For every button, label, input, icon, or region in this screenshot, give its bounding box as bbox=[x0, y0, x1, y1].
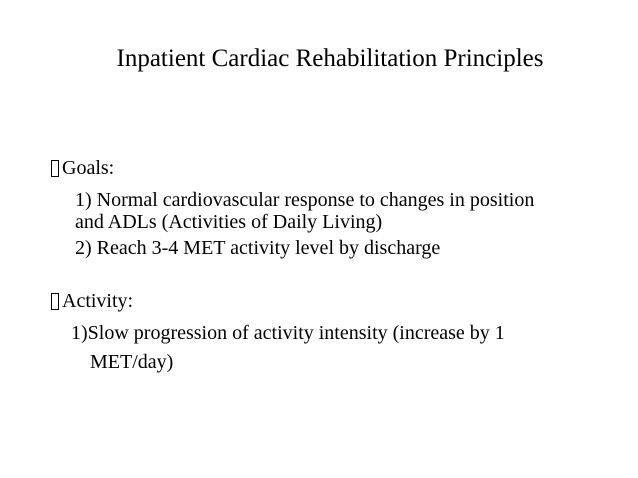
goals-item-1-line-2: and ADLs (Activities of Daily Living) bbox=[75, 211, 383, 233]
goals-item-1-line-1: 1) Normal cardiovascular response to changes in position bbox=[75, 189, 535, 211]
slide-title: Inpatient Cardiac Rehabilitation Principles bbox=[116, 45, 544, 72]
goals-item-2: 2) Reach 3-4 MET activity level by discharge bbox=[75, 237, 441, 259]
section-heading-activity: Activity: bbox=[62, 290, 134, 312]
activity-item-1-line-1: 1)Slow progression of activity intensity (increase by 1 bbox=[71, 322, 505, 344]
bullet-square-icon bbox=[51, 160, 59, 177]
activity-item-1-line-2: MET/day) bbox=[90, 351, 174, 373]
bullet-square-icon bbox=[51, 293, 59, 310]
section-heading-goals: Goals: bbox=[62, 157, 115, 179]
